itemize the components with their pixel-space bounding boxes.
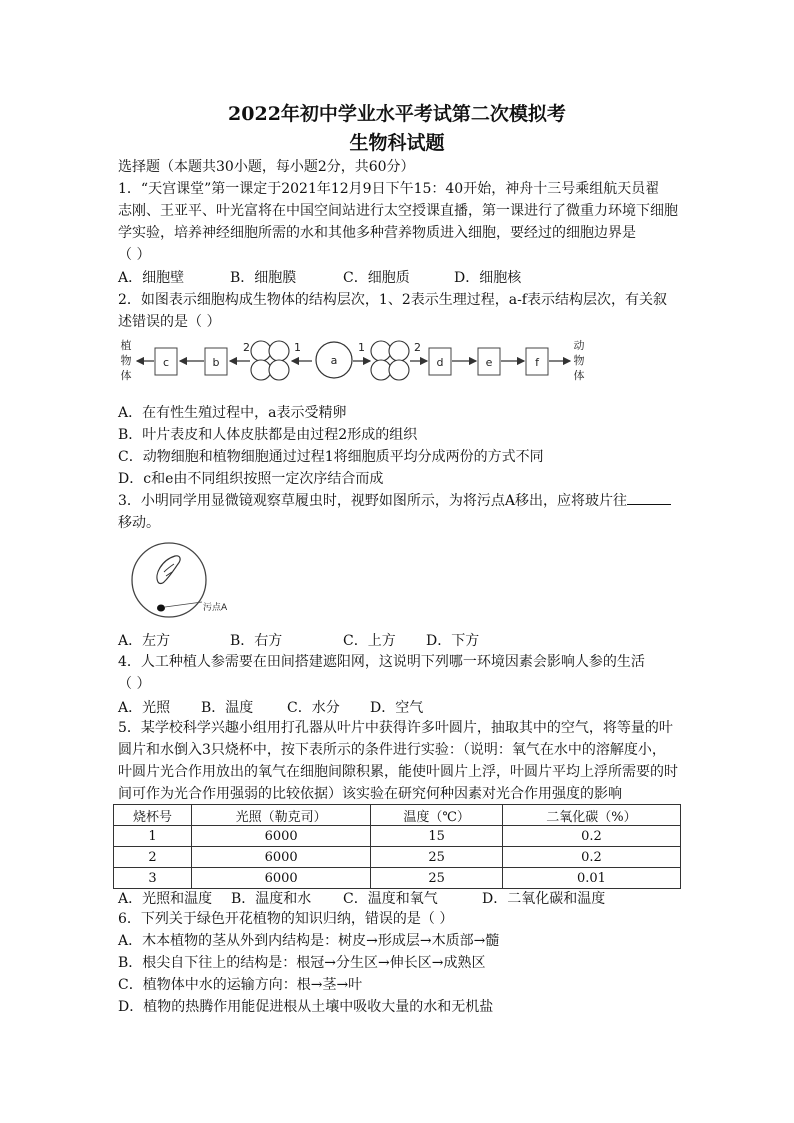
table-header-cell: 光照（勒克司）	[191, 805, 370, 826]
process-1-left: 1	[294, 341, 301, 354]
q2-option-d: D．c和e由不同组织按照一定次序结合而成	[118, 471, 384, 487]
q4-line: （ ）	[118, 676, 151, 692]
q4-option-d: D．空气	[370, 700, 424, 716]
answer-blank	[627, 490, 671, 505]
table-row	[114, 847, 681, 868]
table-header-row	[114, 805, 681, 826]
section-heading: 选择题（本题共30小题，每小题2分，共60分）	[118, 159, 415, 175]
q4-option-c: C．水分	[287, 700, 340, 716]
q5-option-a: A．光照和温度	[118, 891, 213, 907]
exam-title: 2022年初中学业水平考试第二次模拟考	[228, 103, 566, 125]
q1-line: 1．“天宫课堂”第一课定于2021年12月9日下午15：40开始，神舟十三号乘组航天员翟	[118, 181, 660, 197]
q6-option-c: C．植物体中水的运输方向：根→茎→叶	[118, 977, 363, 993]
q6-option-d: D．植物的热腾作用能促进根从土壤中吸收大量的水和无机盐	[118, 999, 494, 1015]
table-header-cell: 二氧化碳（%）	[502, 805, 680, 826]
q3-line-text: 3．小明同学用显微镜观察草履虫时，视野如图所示，为将污点A移出，应将玻片往	[118, 493, 628, 509]
q5-option-d: D．二氧化碳和温度	[482, 891, 606, 907]
q5-line: 5．某学校科学兴趣小组用打孔器从叶片中获得许多叶圆片，抽取其中的空气，将等量的叶	[118, 720, 673, 736]
table-row	[114, 868, 681, 889]
table-cell: 25	[371, 868, 503, 889]
q5-option-b: B．温度和水	[231, 891, 312, 907]
q5-line: 圆片和水倒入3只烧杯中，按下表所示的条件进行实验：（说明：氧气在水中的溶解度小，	[118, 742, 666, 758]
q6-option-a: A．木本植物的茎从外到内结构是：树皮→形成层→木质部→髓	[118, 933, 500, 949]
exam-subtitle: 生物科试题	[349, 132, 445, 154]
box-b-label: b	[212, 356, 220, 369]
q4-option-b: B．温度	[201, 700, 254, 716]
table-cell: 15	[371, 826, 503, 847]
table-header-cell: 温度（℃）	[371, 805, 503, 826]
q1-line: 学实验，培养神经细胞所需的水和其他多种营养物质进入细胞，要经过的细胞边界是	[118, 225, 636, 241]
q2-option-b: B．叶片表皮和人体皮肤都是由过程2形成的组织	[118, 427, 418, 443]
table-cell: 2	[114, 847, 192, 868]
table-cell: 6000	[191, 826, 370, 847]
four-cells-left	[251, 341, 289, 380]
table-header-cell: 烧杯号	[114, 805, 192, 826]
q3-option-b: B．右方	[230, 633, 283, 649]
q3-option-c: C．上方	[343, 633, 396, 649]
q3-line: 移动。	[118, 515, 160, 531]
animal-label-char: 物	[573, 354, 585, 367]
animal-label-char: 动	[573, 339, 585, 352]
q5-line: 间可作为光合作用强弱的比较依据）该实验在研究何种因素对光合作用强度的影响	[118, 786, 622, 802]
q2-option-c: C．动物细胞和植物细胞通过过程1将细胞质平均分成两份的方式不同	[118, 449, 544, 465]
table-cell: 6000	[191, 868, 370, 889]
table-cell: 0.2	[502, 826, 680, 847]
process-1-right: 1	[358, 341, 365, 354]
dirt-spot-a	[157, 605, 165, 612]
q1-line: 志刚、王亚平、叶光富将在中国空间站进行太空授课直播，第一课进行了微重力环境下细胞	[118, 203, 678, 219]
plant-label-char: 植	[120, 339, 132, 352]
box-c-label: c	[162, 356, 170, 369]
q5-option-c: C．温度和氧气	[343, 891, 438, 907]
microscope-field-figure	[128, 542, 240, 622]
q4-line: 4．人工种植人参需要在田间搭建遮阳网，这说明下列哪一环境因素会影响人参的生活	[118, 654, 645, 670]
table-cell: 25	[371, 847, 503, 868]
plant-label-char: 物	[120, 354, 132, 367]
table-row	[114, 826, 681, 847]
q1-option-a: A．细胞壁	[118, 270, 185, 286]
cell-a-label: a	[330, 354, 338, 367]
field-of-view-circle	[132, 543, 206, 617]
q2-line: 2．如图表示细胞构成生物体的结构层次，1、2表示生理过程，a-f表示结构层次，有关叙	[118, 292, 667, 308]
q3-option-a: A．左方	[118, 633, 171, 649]
process-2-left: 2	[243, 341, 250, 354]
table-cell: 3	[114, 868, 192, 889]
four-cells-right	[371, 341, 409, 380]
q3-line	[118, 490, 671, 512]
q2-line: 述错误的是（ ）	[118, 314, 221, 330]
table-cell: 1	[114, 826, 192, 847]
q2-option-a: A．在有性生殖过程中，a表示受精卵	[118, 405, 347, 421]
q3-option-d: D．下方	[426, 633, 480, 649]
box-f-label: f	[535, 356, 539, 369]
table-cell: 0.2	[502, 847, 680, 868]
q1-option-b: B．细胞膜	[230, 270, 297, 286]
plant-label-char: 体	[120, 369, 132, 382]
structure-levels-diagram	[116, 333, 616, 391]
q4-option-a: A．光照	[118, 700, 171, 716]
animal-label-char: 体	[573, 369, 585, 382]
box-d-label: d	[436, 356, 444, 369]
process-2-right: 2	[414, 341, 421, 354]
q6-option-b: B．根尖自下往上的结构是：根冠→分生区→伸长区→成熟区	[118, 955, 486, 971]
q1-option-c: C．细胞质	[343, 270, 410, 286]
table-cell: 0.01	[502, 868, 680, 889]
q5-line: 叶圆片光合作用放出的氧气在细胞间隙积累，能使叶圆片上浮，叶圆片平均上浮所需要的时	[118, 764, 678, 780]
q6-line: 6．下列关于绿色开花植物的知识归纳，错误的是（ ）	[118, 911, 454, 927]
experiment-table	[113, 804, 681, 889]
q1-option-d: D．细胞核	[454, 270, 522, 286]
box-e-label: e	[485, 356, 493, 369]
dirt-spot-label: 污点A	[203, 603, 228, 613]
q1-line: （ ）	[118, 247, 151, 263]
table-cell: 6000	[191, 847, 370, 868]
